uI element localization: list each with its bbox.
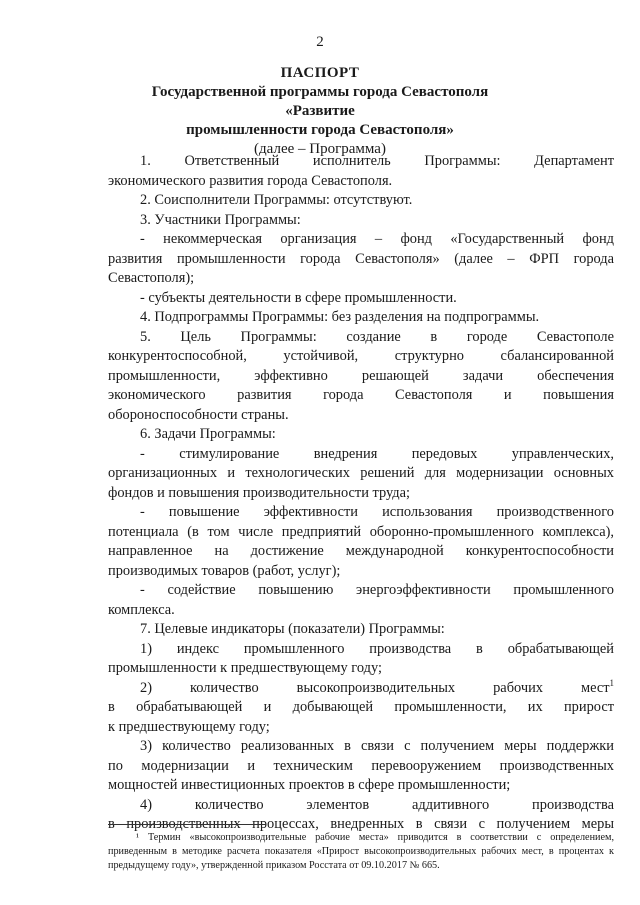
body-line: 4. Подпрограммы Программы: без разделения на подпрограммы.: [140, 309, 540, 325]
body-line: 6. Задачи Программы:: [140, 426, 276, 442]
footnote-ref: 1: [609, 677, 614, 688]
body-line: организационных и технологических решений для модернизации основных: [108, 465, 614, 481]
body-line: 2) количество высокопроизводительных рабочих мест$^1$: [140, 677, 614, 696]
body-line: развития промышленности города Севастополя» (далее – ФРП города: [108, 250, 614, 267]
body-line: промышленности к предшествующему году;: [108, 660, 382, 676]
body-line: 3) количество реализованных в связи с получением меры поддержки: [140, 738, 614, 754]
body-line: производимых товаров (работ, услуг);: [108, 562, 341, 579]
body-line: промышленности, эффективно решающей задачи обеспечения: [108, 367, 614, 384]
body-line: к предшествующему году;: [108, 718, 270, 735]
program-name-line-2: промышленности города Севастополя»: [186, 122, 454, 138]
body-line: в производственных процессах, внедренных в связи с получением меры: [108, 816, 614, 832]
program-name-line-1: Государственной программы города Севастополя «Развитие: [151, 84, 489, 119]
footnote-text: ¹ Термин «высокопроизводительные рабочие места» приводится в соответствии с определением, приведенным в методике расчета показателя «Прирост высокопроизводительных рабочих мест, в процентах к предыдущему году», утвержденной приказом Росстата от 09.10.2017 № 665.: [108, 832, 614, 871]
body-line: 2. Соисполнители Программы: отсутствуют.: [140, 192, 413, 208]
body-line: Севастополя);: [108, 270, 195, 286]
body-line: экономического развития города Севастополя и повышения: [108, 387, 614, 403]
passport-body: [108, 152, 614, 835]
document-title: ПАСПОРТ: [280, 65, 360, 81]
body-line: 4) количество элементов аддитивного производства: [140, 796, 614, 813]
passport-header: [120, 64, 520, 159]
footnote-separator: [108, 824, 266, 825]
body-line: 3. Участники Программы:: [140, 211, 301, 228]
body-line: мощностей инвестиционных проектов в сфере промышленности;: [108, 777, 511, 793]
body-line: экономического развития города Севастополя.: [108, 172, 393, 189]
body-line: фондов и повышения производительности труда;: [108, 484, 410, 501]
body-line: обороноспособности страны.: [108, 406, 289, 423]
body-line: в обрабатывающей и добывающей промышленности, их прирост: [108, 699, 614, 715]
body-line: - некоммерческая организация – фонд «Государственный фонд: [140, 231, 614, 247]
body-line: 5. Цель Программы: создание в городе Севастополе: [140, 328, 614, 345]
footnote: [108, 831, 614, 873]
body-line: потенциала (в том числе предприятий оборонно-промышленного комплекса),: [108, 523, 614, 540]
body-line: конкурентоспособной, устойчивой, структурно сбалансированной: [108, 348, 614, 364]
body-line: 1. Ответственный исполнитель Программы: Департамент: [140, 153, 614, 169]
body-line: 7. Целевые индикаторы (показатели) Программы:: [140, 621, 445, 637]
body-line: - стимулирование внедрения передовых управленческих,: [140, 445, 614, 462]
body-line: комплекса.: [108, 601, 175, 618]
body-line: - субъекты деятельности в сфере промышленности.: [140, 289, 457, 306]
body-line: - содействие повышению энергоэффективности промышленного: [140, 582, 614, 598]
body-line: направленное на достижение международной конкурентоспособности: [108, 543, 614, 559]
body-line: - повышение эффективности использования производственного: [140, 504, 614, 520]
page-number: 2: [316, 34, 324, 50]
body-line: по модернизации и техническим перевооружением производственных: [108, 757, 614, 774]
program-short-name: (далее – Программа): [254, 141, 386, 157]
body-line: 1) индекс промышленного производства в обрабатывающей: [140, 640, 614, 657]
